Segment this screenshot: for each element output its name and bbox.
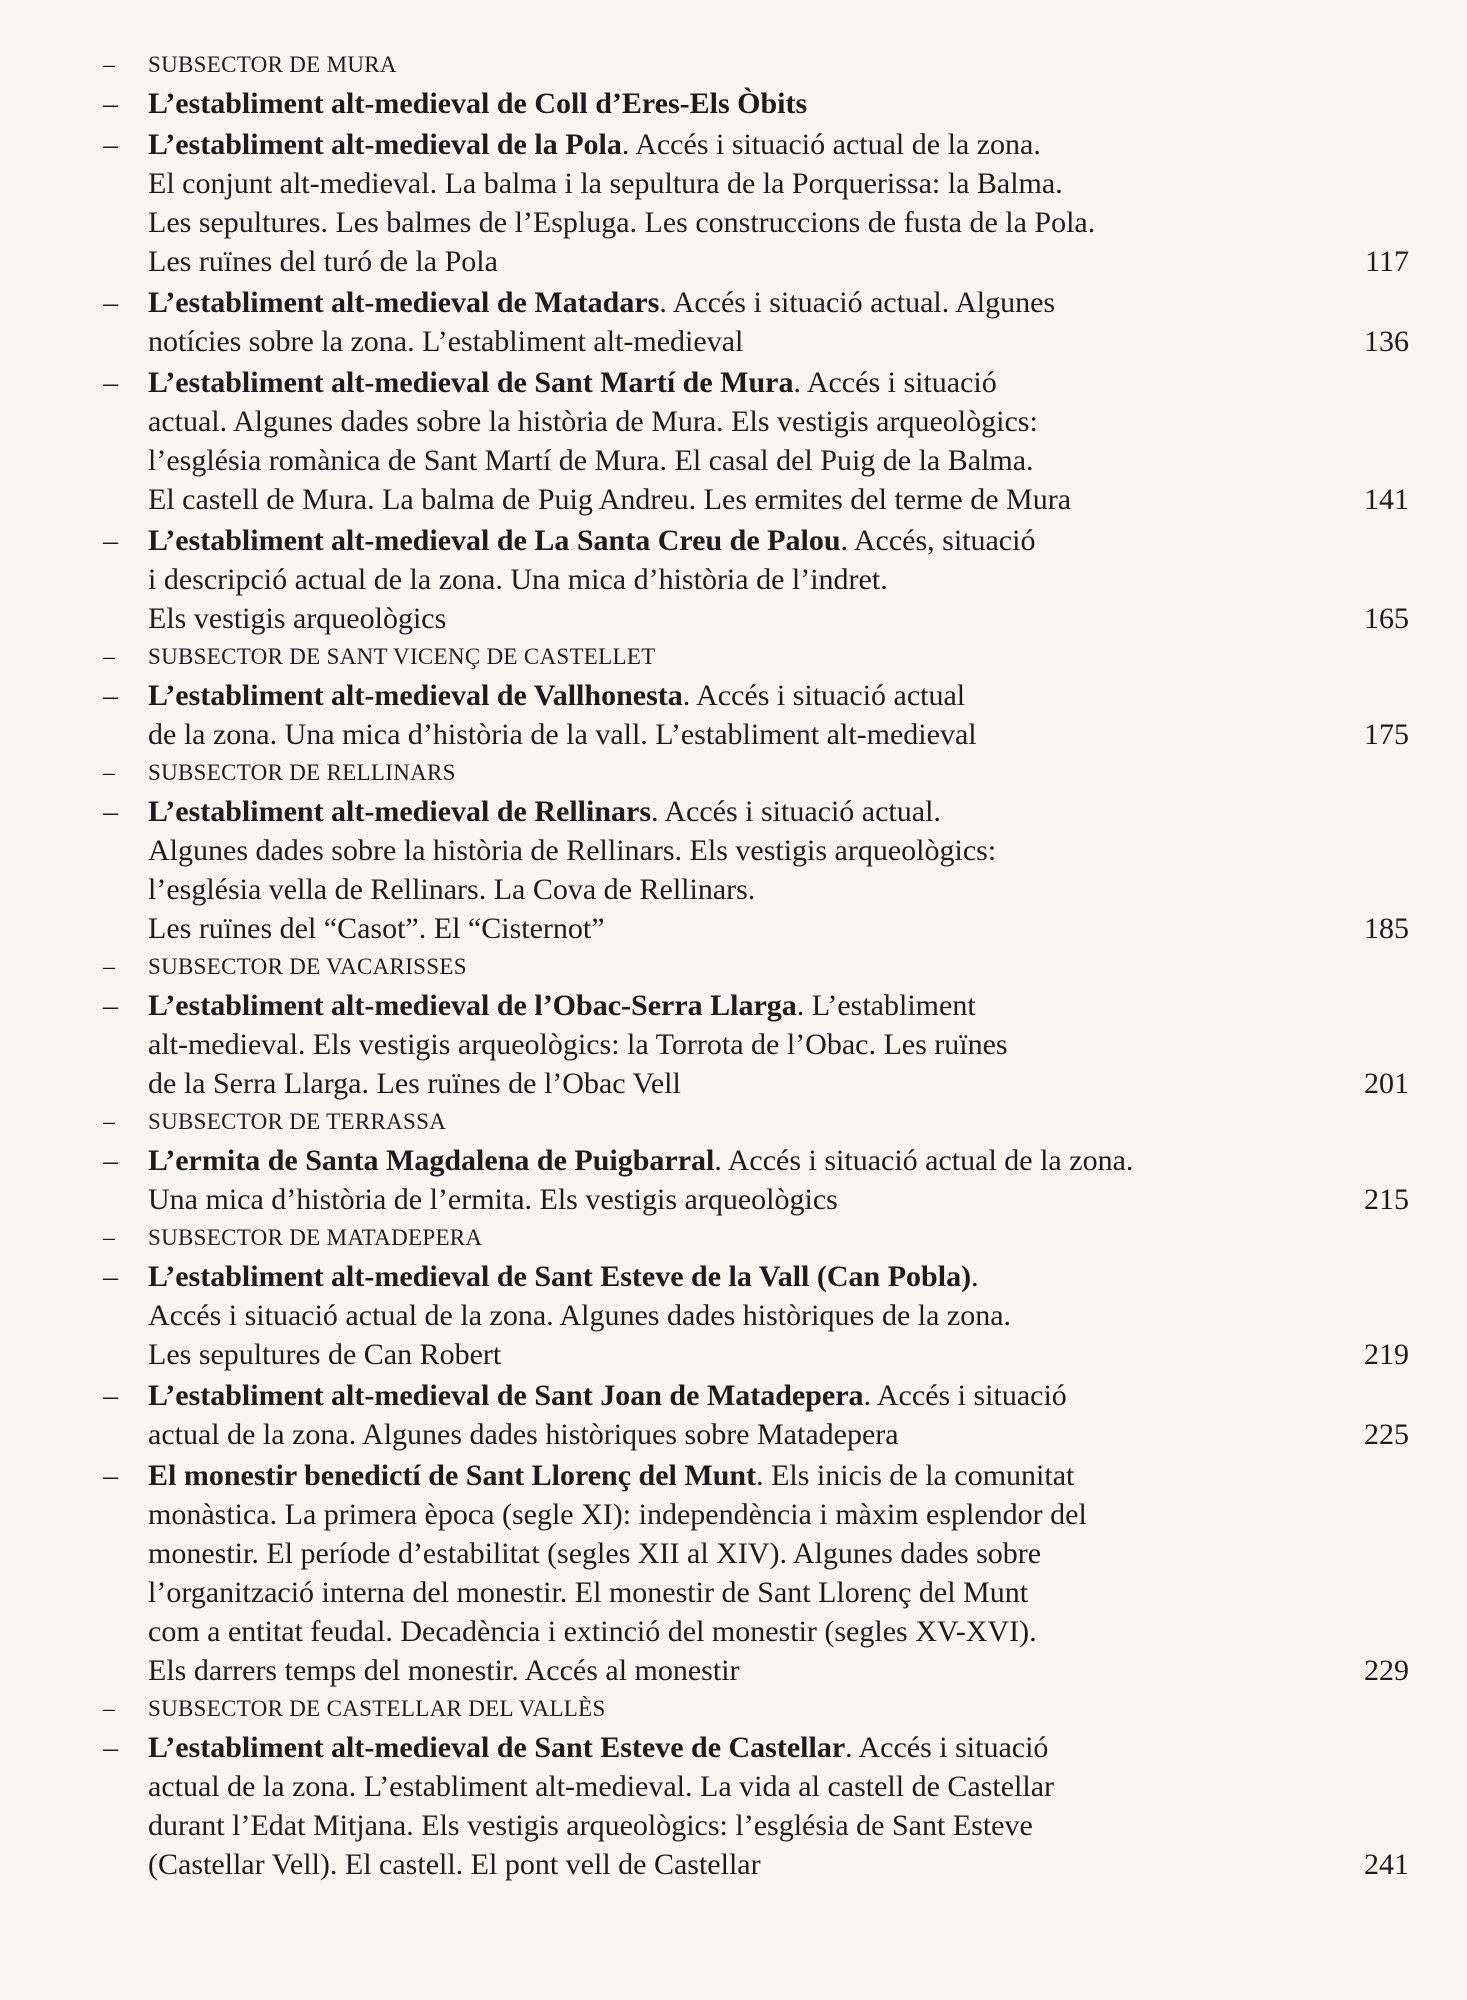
entry-description: Les sepultures. Les balmes de l’Espluga. Les construccions de fusta de la Pola. [148,206,1096,239]
entry-line [148,84,1409,123]
dash-bullet: – [103,1144,118,1177]
entry-line [148,715,1409,754]
page-number: 201 [1364,1067,1409,1100]
entry-description: . Accés i situació [863,1379,1067,1412]
entry-line [148,676,1409,715]
entry-line [148,1257,1409,1296]
page-number: 225 [1364,1418,1409,1451]
dash-bullet: – [103,795,118,828]
page-number: 175 [1364,718,1409,751]
entry-description: . Accés i situació actual de la zona. [714,1144,1134,1177]
entry-description: l’església vella de Rellinars. La Cova de Rellinars. [148,873,756,906]
entry-description: . Accés i situació [793,366,997,399]
entry-line [148,1806,1409,1845]
entry-title: L’establiment alt-medieval de la Pola [148,128,622,161]
toc-entry [0,792,1467,948]
entry-line [148,870,1409,909]
entry-line [148,1335,1409,1374]
entry-line [148,1612,1409,1651]
toc-entry [0,676,1467,754]
entry-description: . Accés i situació actual [682,679,966,712]
entry-description: Els darrers temps del monestir. Accés al monestir [148,1654,740,1687]
entry-title: L’establiment alt-medieval de Sant Esteve de Castellar [148,1731,846,1764]
entry-line [148,1495,1409,1534]
entry-description: Una mica d’història de l’ermita. Els vestigis arqueològics [148,1183,838,1216]
entry-description: . Els inicis de la comunitat [756,1459,1075,1492]
entry-description: l’organització interna del monestir. El monestir de Sant Llorenç del Munt [148,1576,1029,1609]
subsector-heading: SUBSECTOR DE RELLINARS [148,760,456,785]
entry-description: . Accés, situació [840,524,1036,557]
entry-line [148,402,1409,441]
dash-bullet: – [103,366,118,399]
entry-description: . [971,1260,979,1293]
toc-entry [0,1257,1467,1374]
entry-title: L’establiment alt-medieval de Vallhonesta [148,679,683,712]
entry-line [148,1845,1409,1884]
entry-description: actual de la zona. Algunes dades històriques sobre Matadepera [148,1418,899,1451]
entry-title: L’establiment alt-medieval de Coll d’Eres-Els Òbits [148,87,808,120]
entry-line [148,125,1409,164]
entry-description: de la zona. Una mica d’història de la vall. L’establiment alt-medieval [148,718,977,751]
entry-description: Accés i situació actual de la zona. Algunes dades històriques de la zona. [148,1299,1012,1332]
entry-description: l’església romànica de Sant Martí de Mura. El casal del Puig de la Balma. [148,444,1034,477]
entry-line [148,831,1409,870]
page-number: 219 [1364,1338,1409,1371]
entry-title: L’establiment alt-medieval de Sant Esteve de la Vall (Can Pobla) [148,1260,972,1293]
entry-line [148,909,1409,948]
dash-bullet: – [103,989,118,1022]
subsector-heading: SUBSECTOR DE CASTELLAR DEL VALLÈS [148,1696,606,1721]
dash-bullet: – [103,1696,115,1722]
entry-title: L’establiment alt-medieval de Rellinars [148,795,652,828]
toc-entry [0,125,1467,281]
entry-description: Les sepultures de Can Robert [148,1338,502,1371]
entry-line [148,203,1409,242]
entry-description: durant l’Edat Mitjana. Els vestigis arqueològics: l’església de Sant Esteve [148,1809,1033,1842]
entry-description: actual de la zona. L’establiment alt-medieval. La vida al castell de Castellar [148,1770,1055,1803]
dash-bullet: – [103,52,115,78]
entry-description: El conjunt alt-medieval. La balma i la sepultura de la Porquerissa: la Balma. [148,167,1063,200]
entry-title: L’establiment alt-medieval de l’Obac-Serra Llarga [148,989,797,1022]
entry-line [148,1064,1409,1103]
dash-bullet: – [103,1260,118,1293]
entry-line [148,986,1409,1025]
entry-description: actual. Algunes dades sobre la història de Mura. Els vestigis arqueològics: [148,405,1038,438]
entry-title: El monestir benedictí de Sant Llorenç del Munt [148,1459,757,1492]
entry-description: . Accés i situació actual. Algunes [659,286,1056,319]
toc-entry [0,84,1467,123]
entry-line [148,1296,1409,1335]
entry-line [148,164,1409,203]
entry-line [148,1376,1409,1415]
subsector-heading: SUBSECTOR DE SANT VICENÇ DE CASTELLET [148,644,656,669]
toc-subsector [0,1105,1467,1139]
toc-entry [0,283,1467,361]
toc-subsector [0,1692,1467,1726]
toc-subsector [0,640,1467,674]
entry-title: L’establiment alt-medieval de La Santa Creu de Palou [148,524,841,557]
entry-line [148,1456,1409,1495]
toc-entry [0,521,1467,638]
entry-description: alt-medieval. Els vestigis arqueològics: la Torrota de l’Obac. Les ruïnes [148,1028,1008,1061]
toc-entry [0,1728,1467,1884]
entry-description: . Accés i situació actual. [651,795,941,828]
entry-line [148,1415,1409,1454]
dash-bullet: – [103,1109,115,1135]
entry-line [148,441,1409,480]
page-number: 185 [1364,912,1409,945]
page-number: 117 [1365,245,1409,278]
entry-line [148,1573,1409,1612]
entry-description: Els vestigis arqueològics [148,602,447,635]
subsector-heading: SUBSECTOR DE MATADEPERA [148,1225,483,1250]
dash-bullet: – [103,128,118,161]
subsector-heading: SUBSECTOR DE TERRASSA [148,1109,447,1134]
entry-description: . Accés i situació actual de la zona. [621,128,1041,161]
entry-line [148,480,1409,519]
entry-line [148,792,1409,831]
dash-bullet: – [103,954,115,980]
page-number: 141 [1364,483,1409,516]
entry-line [148,242,1409,281]
entry-description: . Accés i situació [845,1731,1049,1764]
page-number: 229 [1364,1654,1409,1687]
toc-entry [0,363,1467,519]
entry-description: Les ruïnes del “Casot”. El “Cisternot” [148,912,605,945]
entry-line [148,1141,1409,1180]
entry-line [148,521,1409,560]
page-number: 136 [1364,325,1409,358]
toc-subsector [0,48,1467,82]
entry-description: notícies sobre la zona. L’establiment alt-medieval [148,325,744,358]
entry-line [148,1534,1409,1573]
entry-title: L’establiment alt-medieval de Sant Joan de Matadepera [148,1379,864,1412]
subsector-heading: SUBSECTOR DE MURA [148,52,397,77]
dash-bullet: – [103,679,118,712]
page-number: 165 [1364,602,1409,635]
entry-description: monestir. El període d’estabilitat (segles XII al XIV). Algunes dades sobre [148,1537,1042,1570]
entry-line [148,599,1409,638]
toc-subsector [0,756,1467,790]
toc-entry [0,1456,1467,1690]
dash-bullet: – [103,644,115,670]
entry-line [148,363,1409,402]
entry-description: de la Serra Llarga. Les ruïnes de l’Obac Vell [148,1067,681,1100]
dash-bullet: – [103,1459,118,1492]
toc-subsector [0,950,1467,984]
dash-bullet: – [103,87,118,120]
entry-description: Algunes dades sobre la història de Rellinars. Els vestigis arqueològics: [148,834,997,867]
dash-bullet: – [103,760,115,786]
toc-entry [0,1141,1467,1219]
dash-bullet: – [103,286,118,319]
dash-bullet: – [103,1731,118,1764]
toc-entry [0,1376,1467,1454]
entry-description: (Castellar Vell). El castell. El pont vell de Castellar [148,1848,761,1881]
toc-entry [0,986,1467,1103]
entry-description: El castell de Mura. La balma de Puig Andreu. Les ermites del terme de Mura [148,483,1072,516]
entry-line [148,1025,1409,1064]
entry-description: i descripció actual de la zona. Una mica d’història de l’indret. [148,563,888,596]
entry-description: . L’establiment [796,989,976,1022]
entry-line [148,322,1409,361]
entry-description: monàstica. La primera època (segle XI): independència i màxim esplendor del [148,1498,1087,1531]
entry-line [148,283,1409,322]
entry-description: Les ruïnes del turó de la Pola [148,245,498,278]
entry-title: L’ermita de Santa Magdalena de Puigbarral [148,1144,715,1177]
entry-line [148,1651,1409,1690]
subsector-heading: SUBSECTOR DE VACARISSES [148,954,467,979]
toc-subsector [0,1221,1467,1255]
page-number: 215 [1364,1183,1409,1216]
entry-line [148,1180,1409,1219]
entry-line [148,1728,1409,1767]
entry-description: com a entitat feudal. Decadència i extinció del monestir (segles XV-XVI). [148,1615,1037,1648]
entry-title: L’establiment alt-medieval de Matadars [148,286,660,319]
entry-title: L’establiment alt-medieval de Sant Martí de Mura [148,366,794,399]
dash-bullet: – [103,524,118,557]
dash-bullet: – [103,1379,118,1412]
dash-bullet: – [103,1225,115,1251]
entry-line [148,1767,1409,1806]
page-number: 241 [1364,1848,1409,1881]
entry-line [148,560,1409,599]
